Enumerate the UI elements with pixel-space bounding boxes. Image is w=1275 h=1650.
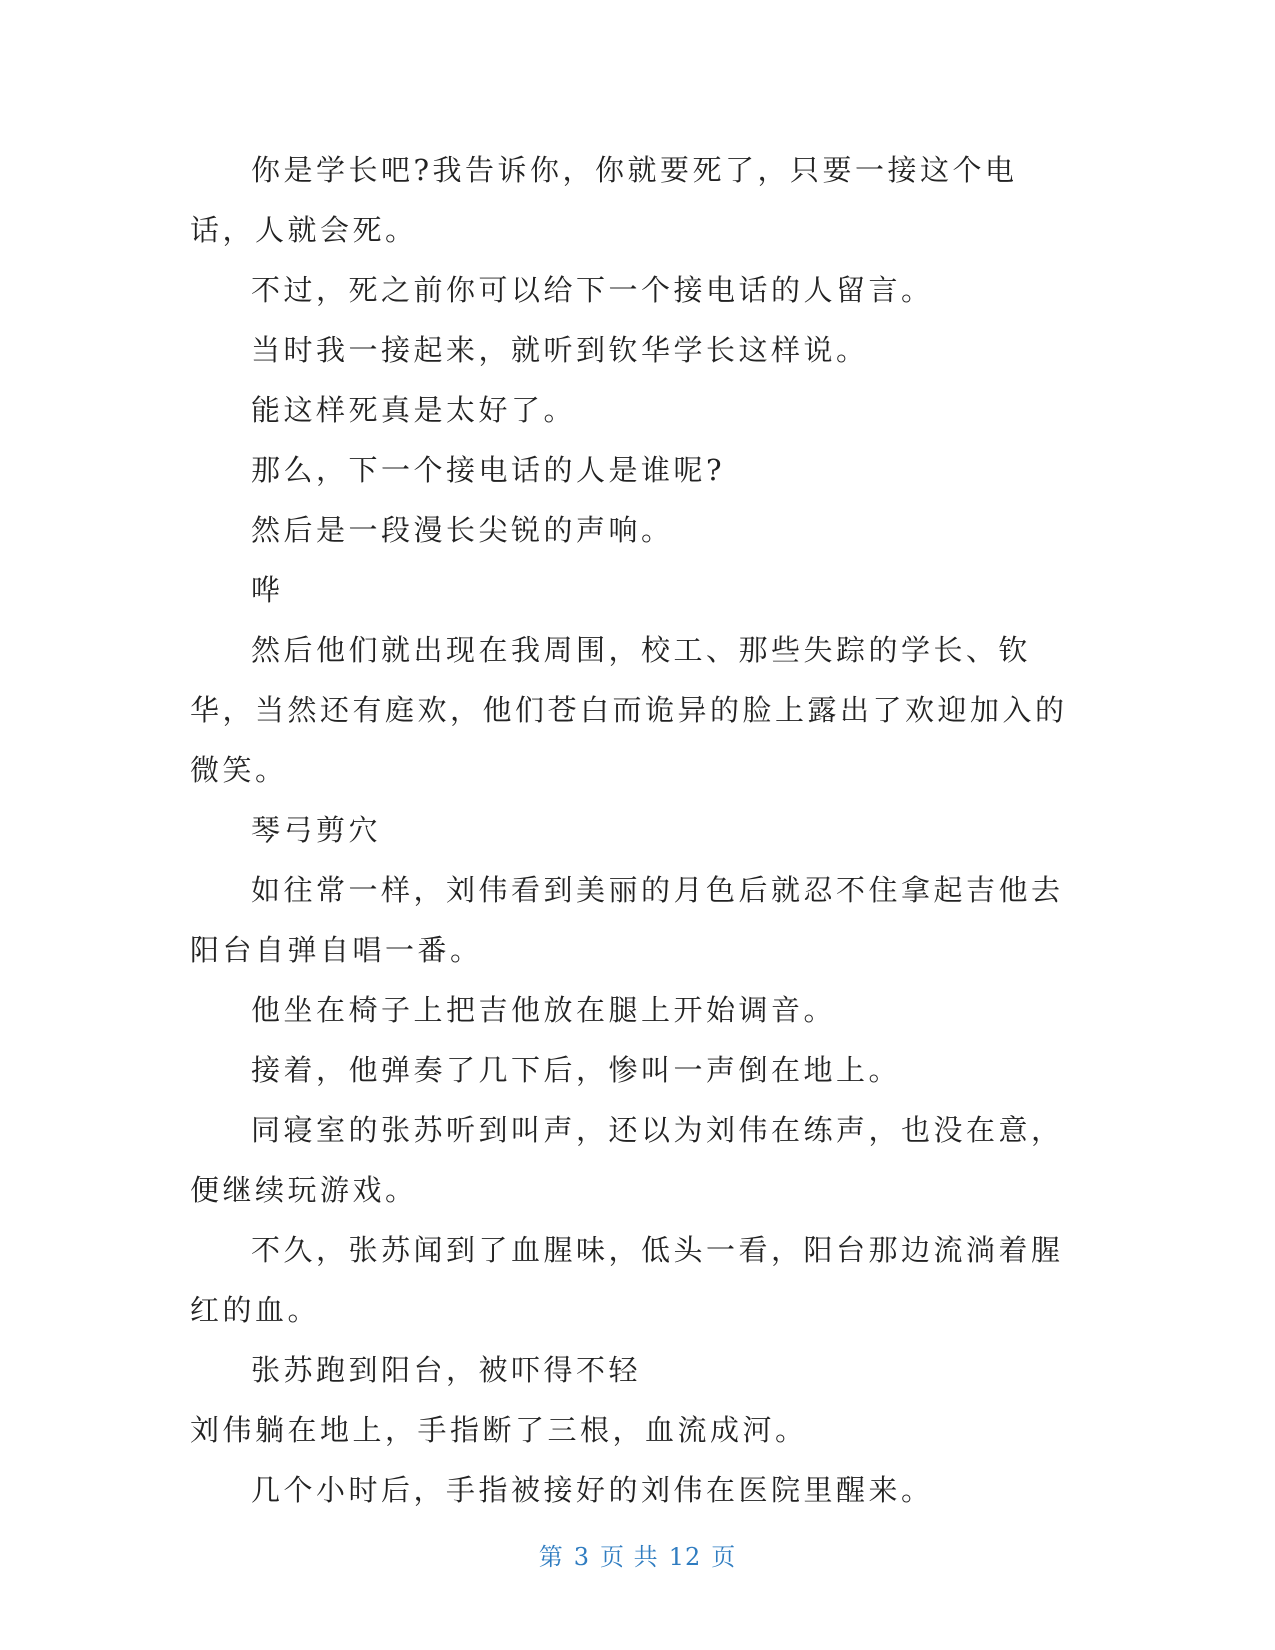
total-pages-number: 12 xyxy=(668,1543,702,1571)
paragraph: 几个小时后，手指被接好的刘伟在医院里醒来。 xyxy=(251,1473,934,1507)
paragraph: 你是学长吧?我告诉你，你就要死了，只要一接这个电话，人就会死。 xyxy=(190,153,1018,247)
paragraph: 那么，下一个接电话的人是谁呢? xyxy=(251,453,726,487)
paragraph: 不过，死之前你可以给下一个接电话的人留言。 xyxy=(251,273,934,307)
paragraph: 然后是一段漫长尖锐的声响。 xyxy=(251,513,674,547)
paragraph: 不久，张苏闻到了血腥味，低头一看，阳台那边流淌着腥红的血。 xyxy=(190,1233,1064,1327)
page-footer xyxy=(0,1537,1275,1572)
paragraph: 哗 xyxy=(251,573,284,607)
paragraph: 当时我一接起来，就听到钦华学长这样说。 xyxy=(251,333,869,367)
paragraph: 如往常一样，刘伟看到美丽的月色后就忍不住拿起吉他去阳台自弹自唱一番。 xyxy=(190,873,1064,967)
footer-suffix: 页 xyxy=(711,1543,737,1571)
paragraph: 他坐在椅子上把吉他放在腿上开始调音。 xyxy=(251,993,837,1027)
document-body xyxy=(190,140,1080,1520)
paragraph: 然后他们就出现在我周围，校工、那些失踪的学长、钦华，当然还有庭欢，他们苍白而诡异的脸上露出了欢迎加入的微笑。 xyxy=(190,633,1068,787)
footer-prefix: 第 xyxy=(538,1543,564,1571)
paragraph: 接着，他弹奏了几下后，惨叫一声倒在地上。 xyxy=(251,1053,902,1087)
section-title: 琴弓剪穴 xyxy=(251,813,382,847)
paragraph: 刘伟躺在地上，手指断了三根，血流成河。 xyxy=(190,1413,808,1447)
paragraph: 张苏跑到阳台，被吓得不轻 xyxy=(251,1353,642,1387)
paragraph: 能这样死真是太好了。 xyxy=(251,393,577,427)
paragraph: 同寝室的张苏听到叫声，还以为刘伟在练声，也没在意，便继续玩游戏。 xyxy=(190,1113,1064,1207)
footer-middle: 页 共 xyxy=(600,1543,659,1571)
current-page-number: 3 xyxy=(573,1543,591,1571)
